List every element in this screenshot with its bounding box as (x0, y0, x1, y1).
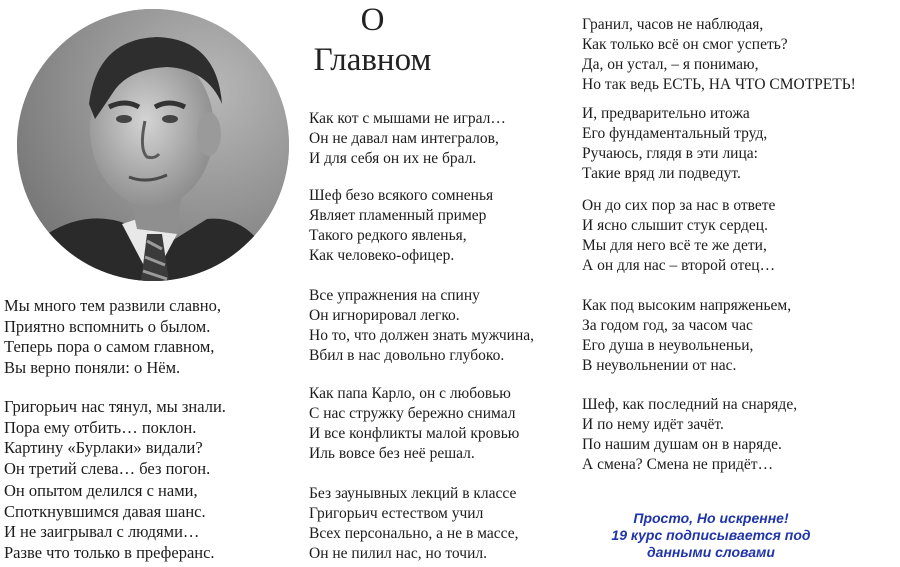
poem-line: Все упражнения на спину (309, 287, 480, 304)
poem-line: Он игнорировал легко. (309, 307, 460, 324)
poem-line: Ручаюсь, глядя в эти лица: (582, 145, 758, 162)
poem-line: Споткнувшимся давая шанс. (4, 501, 206, 521)
poem-line: Как человеко-офицер. (309, 247, 455, 264)
signature-line: данными словами (647, 544, 775, 560)
poem-line: Теперь пора о самом главном, (4, 337, 215, 356)
poem-line: Шеф, как последний на снаряде, (582, 396, 798, 413)
poem-line: За годом год, за часом час (582, 317, 753, 334)
stanza-right-4 (582, 296, 791, 376)
stanza-left-2 (4, 397, 226, 479)
poem-line: Как под высоким напряженьем, (582, 297, 792, 314)
poem-line: И ясно слышит стук сердец. (582, 217, 768, 234)
stanza-middle-1 (309, 109, 506, 169)
poem-line: Мы много тем развили славно, (4, 296, 222, 315)
poem-line: Его душа в неувольненьи, (582, 337, 754, 354)
signature-line: 19 курс подписывается под (611, 527, 811, 543)
poem-line: И по нему идёт зачёт. (582, 416, 724, 433)
poem-line: Он до сих пор за нас в ответе (582, 197, 776, 214)
poem-line: Вбил в нас довольно глубоко. (309, 347, 505, 364)
poem-line: По нашим душам он в наряде. (582, 436, 782, 453)
signature-block (586, 510, 836, 561)
poem-line: И, предварительно итожа (582, 105, 750, 122)
poem-line: Но то, что должен знать мужчина, (309, 327, 535, 344)
poem-line: Он не пилил нас, но точил. (309, 545, 487, 562)
poem-line: Да, он устал, – я понимаю, (582, 56, 759, 73)
poem-line: Картину «Бурлаки» видали? (4, 438, 203, 457)
poem-line: Его фундаментальный труд, (582, 125, 768, 142)
poem-line: Григорьич нас тянул, мы знали. (4, 397, 226, 416)
stanza-right-2 (582, 104, 767, 184)
poem-line: Без заунывных лекций в классе (309, 485, 517, 502)
poem-line: Такие вряд ли подведут. (582, 165, 741, 182)
stanza-middle-4 (309, 384, 519, 464)
poem-line: Гранил, часов не наблюдая, (582, 16, 764, 33)
stanza-middle-5 (309, 484, 518, 564)
poem-line: Как кот с мышами не играл… (309, 110, 506, 127)
poem-line: И не заигрывал с людями… (4, 522, 200, 541)
stanza-left-3 (4, 481, 215, 563)
poem-line: Как папа Карло, он с любовью (309, 385, 511, 402)
poem-line: Являет пламенный пример (309, 207, 487, 224)
portrait-illustration (17, 9, 289, 281)
title-line-2: Главном (313, 42, 432, 78)
poem-line: Но так ведь ЕСТЬ, НА ЧТО СМОТРЕТЬ! (582, 76, 856, 93)
poem-line: Всех персонально, а не в массе, (309, 525, 519, 542)
poem-line: Он не давал нам интегралов, (309, 130, 499, 147)
poem-line: И для себя он их не брал. (309, 150, 477, 167)
poem-line: Григорьич естеством учил (309, 505, 484, 522)
signature-line: Просто, Но искренне! (633, 510, 789, 526)
poem-line: А смена? Смена не придёт… (582, 456, 774, 473)
title-line-1: О (360, 2, 385, 38)
poem-line: В неувольнении от нас. (582, 357, 737, 374)
stanza-middle-3 (309, 286, 534, 366)
poem-line: Пора ему отбить… поклон. (4, 417, 197, 437)
poem-line: Он опытом делился с нами, (4, 481, 198, 500)
stanza-middle-2 (309, 186, 493, 266)
poem-line: Приятно вспомнить о былом. (4, 316, 211, 336)
poem-line: И все конфликты малой кровью (309, 425, 520, 442)
portrait-photo (17, 9, 289, 281)
poem-title (300, 0, 445, 80)
poem-line: Разве что только в преферанс. (4, 542, 215, 562)
poem-line: Вы верно поняли: о Нём. (4, 357, 181, 377)
stanza-right-3 (582, 196, 775, 276)
poem-line: Шеф безо всякого сомненья (309, 187, 494, 204)
poem-line: А он для нас – второй отец… (582, 257, 776, 274)
poem-line: С нас стружку бережно снимал (309, 405, 516, 422)
stanza-right-5 (582, 395, 797, 475)
stanza-right-1 (582, 15, 856, 95)
poem-line: Такого редкого явленья, (309, 227, 467, 244)
poem-line: Мы для него всё те же дети, (582, 237, 767, 254)
poem-line: Иль вовсе без неё решал. (309, 445, 475, 462)
poem-line: Как только всё он смог успеть? (582, 36, 788, 53)
stanza-left-1 (4, 296, 221, 378)
poem-line: Он третий слева… без погон. (4, 458, 211, 478)
